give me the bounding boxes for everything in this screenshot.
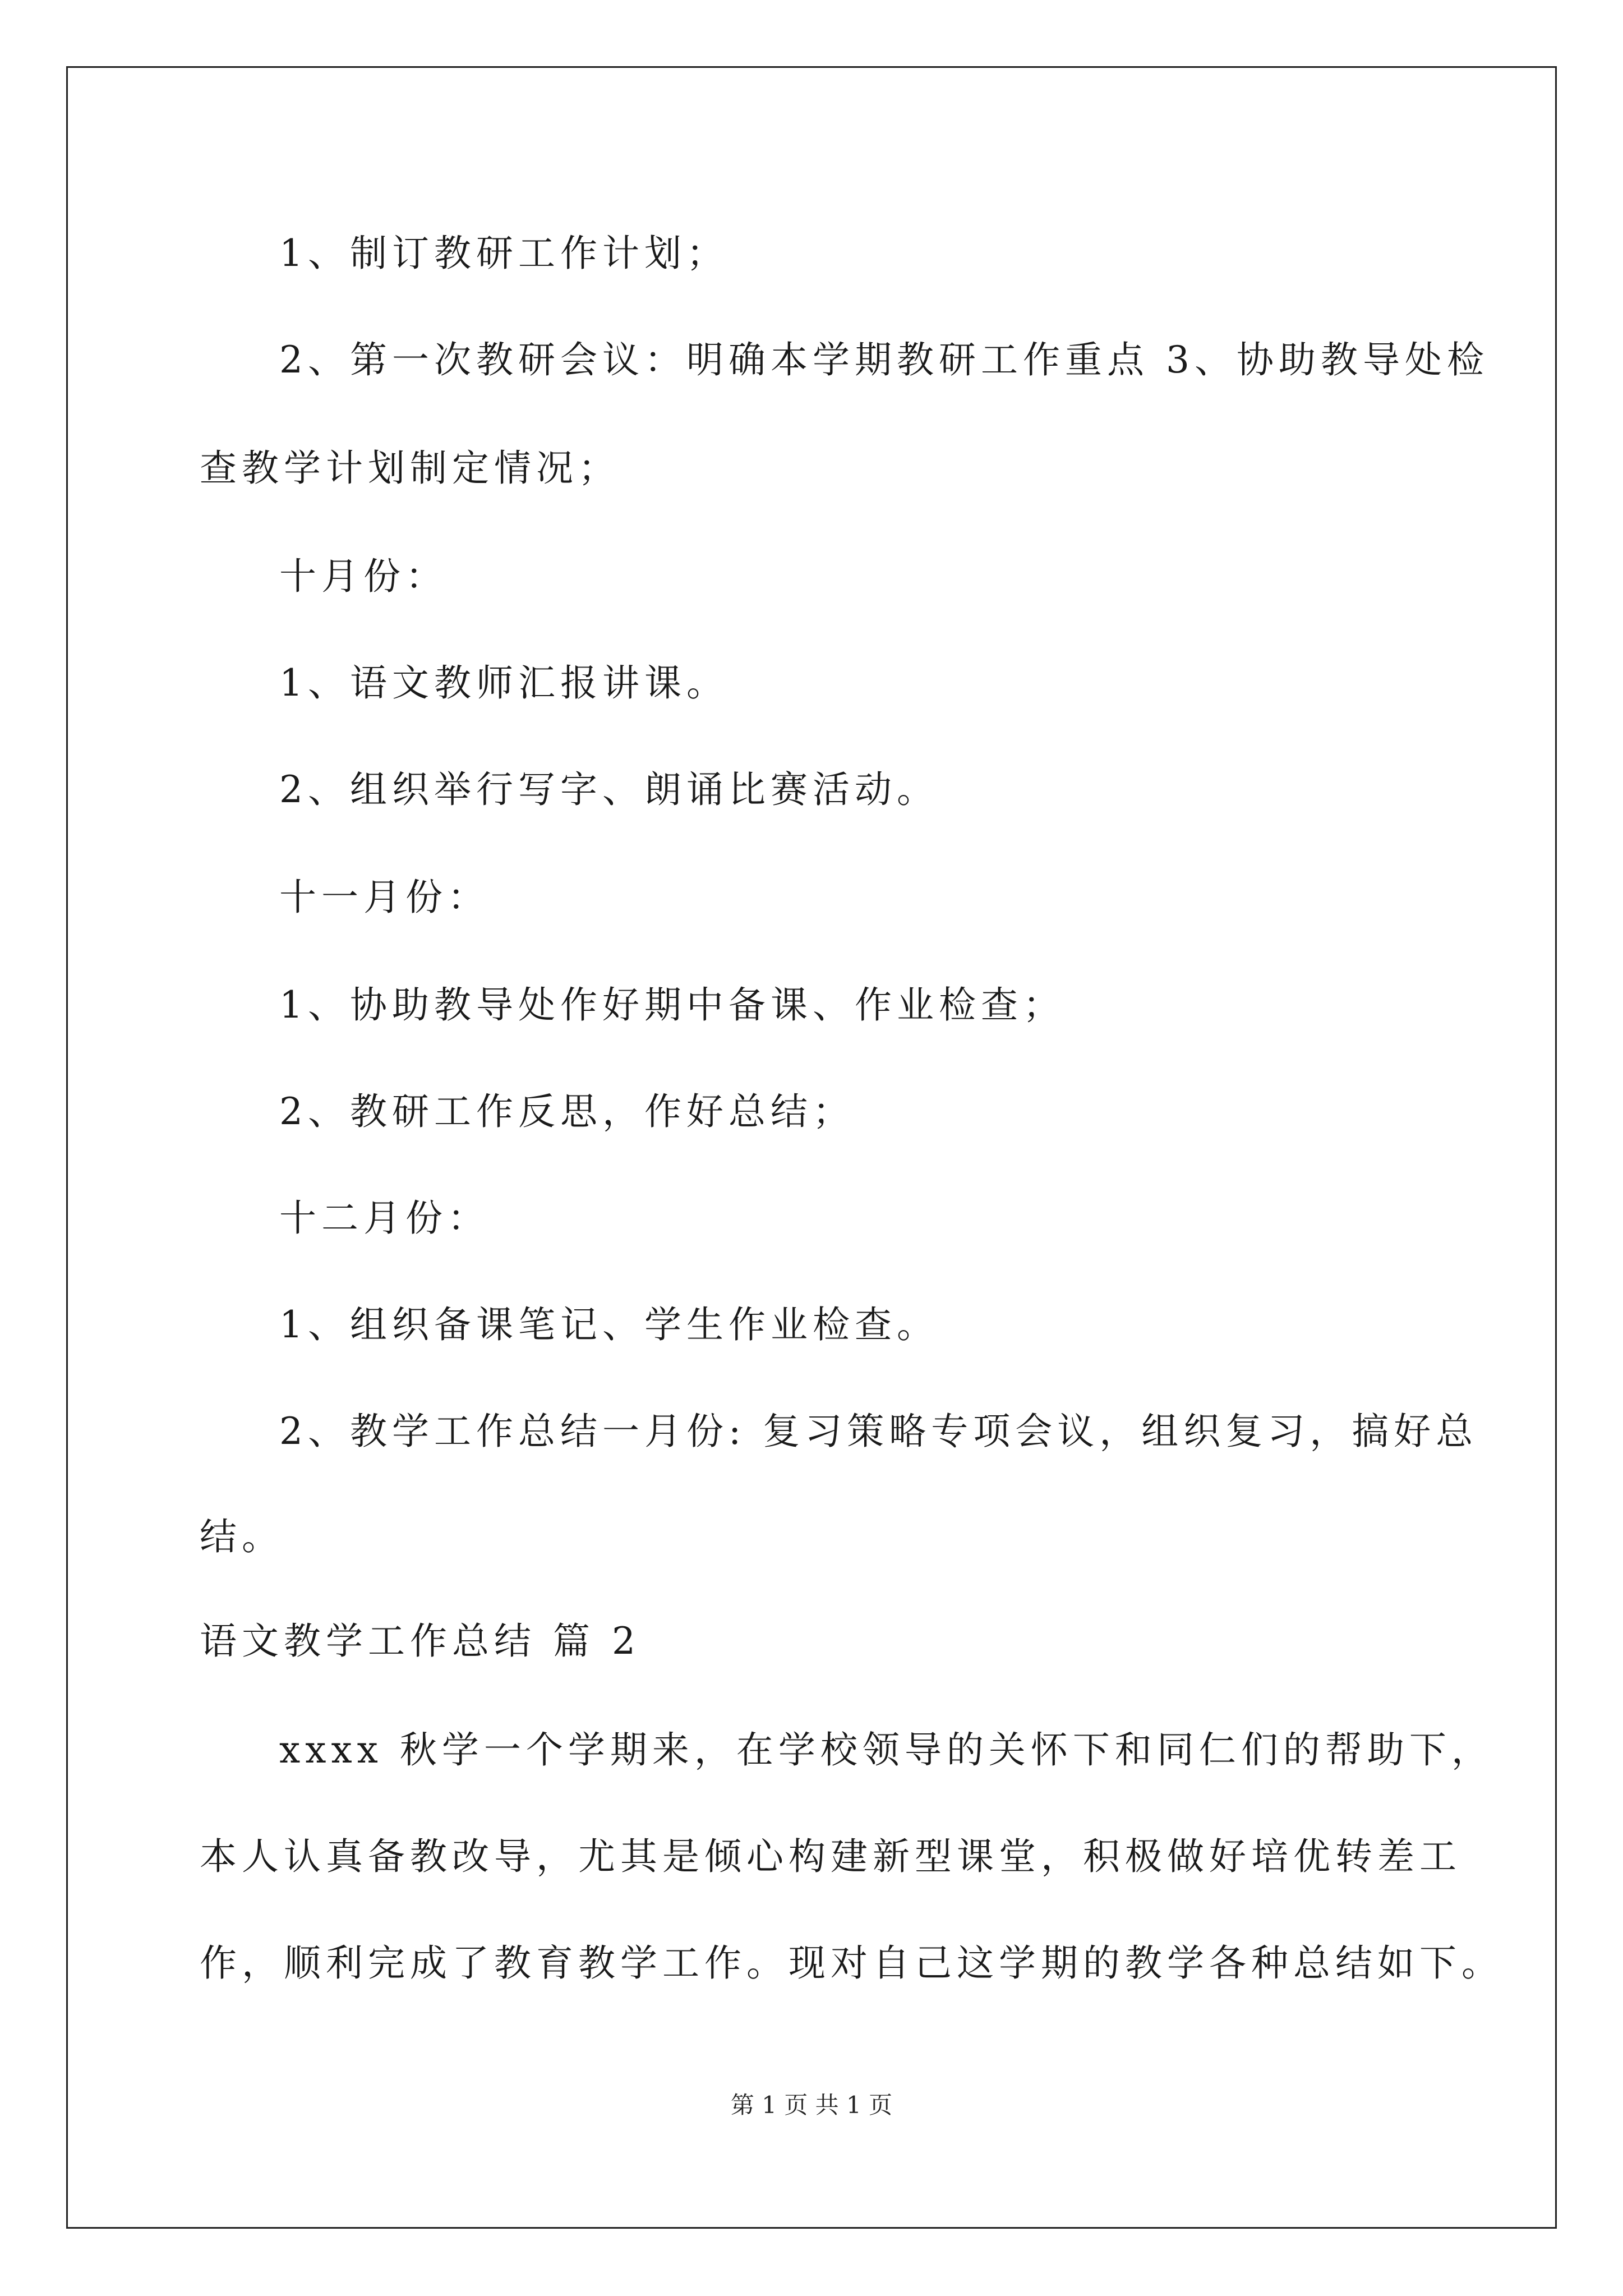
page-border: [66, 66, 1557, 2229]
paragraph-line: 查教学计划制定情况；: [200, 447, 620, 490]
paragraph-line: 结。: [200, 1515, 284, 1558]
paragraph-line: xxxx 秋学一个学期来，在学校领导的关怀下和同仁们的帮助下，: [279, 1728, 1493, 1772]
paragraph-line: 十二月份：: [279, 1197, 490, 1240]
paragraph-line: 十一月份：: [279, 876, 490, 919]
paragraph-line: 1、制订教研工作计划；: [279, 232, 728, 275]
paragraph-line: 1、协助教导处作好期中备课、作业检查；: [279, 983, 1065, 1027]
paragraph-line: 本人认真备教改导，尤其是倾心构建新型课堂，积极做好培优转差工: [200, 1835, 1461, 1878]
paragraph-line: 2、教研工作反思，作好总结；: [279, 1090, 855, 1133]
paragraph-line: 2、教学工作总结一月份: 复习策略专项会议，组织复习，搞好总: [279, 1410, 1478, 1453]
paragraph-line: 2、第一次教研会议：明确本学期教研工作重点 3、协助教导处检: [279, 338, 1489, 381]
paragraph-line: 十月份：: [279, 555, 448, 598]
section-heading: 语文教学工作总结 篇 2: [200, 1619, 640, 1663]
paragraph-line: 1、组织备课笔记、学生作业检查。: [279, 1303, 939, 1346]
paragraph-line: 2、组织举行写字、朗诵比赛活动。: [279, 768, 939, 811]
paragraph-line: 1、语文教师汇报讲课。: [279, 661, 728, 705]
paragraph-line: 作，顺利完成了教育教学工作。现对自己这学期的教学各种总结如下。: [200, 1941, 1504, 1985]
page-footer: 第 1 页 共 1 页: [730, 2091, 893, 2119]
